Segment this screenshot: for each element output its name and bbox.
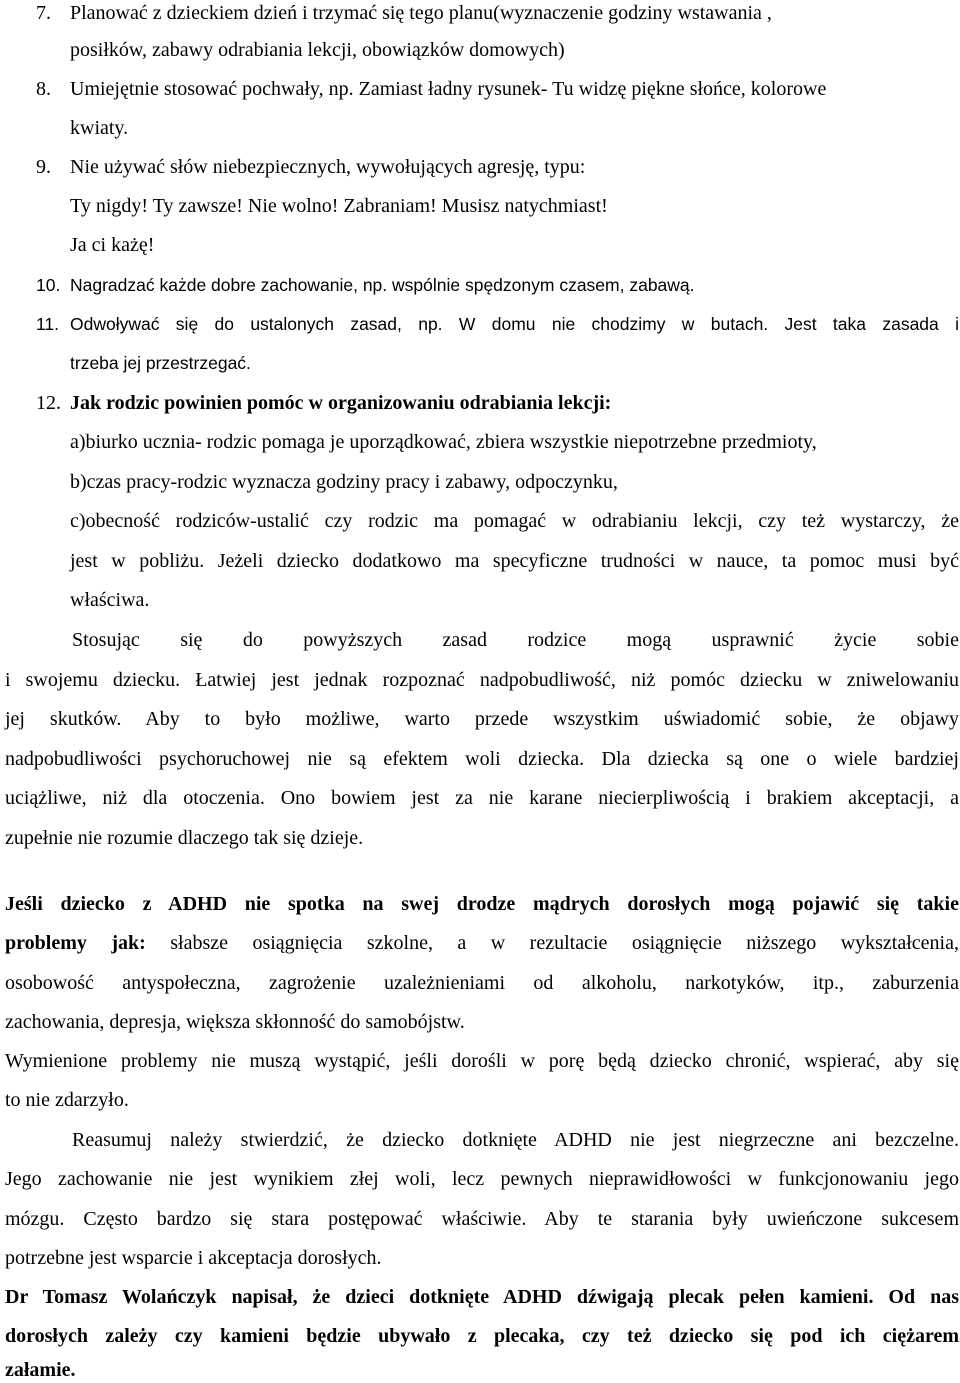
paragraph-line: Stosując się do powyższych zasad rodzice mogą usprawnić życie sobie (72, 629, 959, 651)
list-number: 9. (36, 156, 51, 178)
list-number: 10. (36, 275, 61, 295)
homework-point-c-end: właściwa. (70, 589, 150, 611)
paragraph-line: Jego zachowanie nie jest wynikiem złej woli, lecz pewnych nieprawidłowości w funkcjonowaniu jego (5, 1168, 959, 1190)
bold-heading-line: Jeśli dziecko z ADHD nie spotka na swej drodze mądrych dorosłych mogą pojawić się takie (5, 893, 959, 915)
paragraph-line: mózgu. Często bardzo się stara postępować właściwie. Aby te starania były uwieńczone sukcesem (5, 1208, 959, 1230)
list-item-text: Planować z dzieckiem dzień i trzymać się tego planu(wyznaczenie godziny wstawania , (70, 2, 772, 24)
paragraph-line: to nie zdarzyło. (5, 1089, 129, 1111)
bold-quote-line: załamie. (5, 1359, 76, 1381)
paragraph-line: Reasumuj należy stwierdzić, że dziecko dotknięte ADHD nie jest niegrzeczne ani bezczelne. (72, 1129, 959, 1151)
list-item-10 (36, 272, 695, 298)
homework-point-b: b)czas pracy-rodzic wyznacza godziny pracy i zabawy, odpoczynku, (70, 471, 618, 493)
list-item-8 (36, 76, 826, 102)
paragraph-line: i swojemu dziecku. Łatwiej jest jednak rozpoznać nadpobudliwość, niż pomóc dziecku w zniwelowaniu (5, 669, 959, 691)
list-item-heading: Jak rodzic powinien pomóc w organizowaniu odrabiania lekcji: (70, 392, 612, 414)
list-item-8-continuation: kwiaty. (70, 117, 129, 139)
list-item-text: Nie używać słów niebezpiecznych, wywołujących agresję, typu: (70, 156, 586, 178)
list-number: 8. (36, 78, 51, 100)
list-item-11-continuation: trzeba jej przestrzegać. (70, 353, 251, 373)
list-item-text: Odwoływać się do ustalonych zasad, np. W domu nie chodzimy w butach. Jest taka zasada i (70, 314, 959, 334)
bold-quote-line: dorosłych zależy czy kamieni będzie ubywało z plecaka, czy też dziecko się pod ich ciężarem (5, 1325, 959, 1347)
list-item-9 (36, 154, 585, 180)
list-item-12 (36, 390, 611, 416)
list-item-9-example-words: Ty nigdy! Ty zawsze! Nie wolno! Zabraniam! Musisz natychmiast! (70, 195, 608, 217)
list-item-text: Nagradzać każde dobre zachowanie, np. wspólnie spędzonym czasem, zabawą. (70, 275, 695, 295)
paragraph-line: zachowania, depresja, większa skłonność do samobójstw. (5, 1011, 465, 1033)
paragraph-line (5, 930, 959, 956)
paragraph-line: nadpobudliwości psychoruchowej nie są efektem woli dziecka. Dla dziecka są one o wiele bardziej (5, 748, 959, 770)
list-number: 7. (36, 2, 51, 24)
paragraph-text: słabsze osiągnięcia szkolne, a w rezultacie osiągnięcie niższego wykształcenia, (145, 932, 959, 954)
list-item-9-example-words-2: Ja ci każę! (70, 234, 155, 256)
paragraph-line: Wymienione problemy nie muszą wystąpić, jeśli dorośli w porę będą dziecko chronić, wspierać, aby się (5, 1050, 959, 1072)
list-number: 11. (36, 314, 60, 334)
homework-point-c-continuation: jest w pobliżu. Jeżeli dziecko dodatkowo ma specyficzne trudności w nauce, ta pomoc musi być (70, 550, 959, 572)
paragraph-line: zupełnie nie rozumie dlaczego tak się dzieje. (5, 827, 364, 849)
bold-quote-line: Dr Tomasz Wolańczyk napisał, że dzieci dotknięte ADHD dźwigają plecak pełen kamieni. Od nas (5, 1286, 959, 1308)
list-item-text: Umiejętnie stosować pochwały, np. Zamiast ładny rysunek- Tu widzę piękne słońce, kolorowe (70, 78, 827, 100)
bold-phrase: problemy jak: (5, 932, 146, 954)
list-item-7 (36, 0, 772, 26)
paragraph-line: uciążliwe, niż dla otoczenia. Ono bowiem jest za nie karane niecierpliwością i brakiem akceptacji, a (5, 787, 959, 809)
list-item-7-continuation: posiłków, zabawy odrabiania lekcji, obowiązków domowych) (70, 39, 565, 61)
list-number: 12. (36, 392, 61, 414)
paragraph-line: osobowość antyspołeczna, zagrożenie uzależnieniami od alkoholu, narkotyków, itp., zaburzenia (5, 972, 959, 994)
homework-point-c: c)obecność rodziców-ustalić czy rodzic ma pomagać w odrabianiu lekcji, czy też wystarczy, że (70, 510, 959, 532)
list-item-11 (36, 311, 959, 337)
homework-point-a: a)biurko ucznia- rodzic pomaga je uporządkować, zbiera wszystkie niepotrzebne przedmioty, (70, 431, 817, 453)
paragraph-line: potrzebne jest wsparcie i akceptacja dorosłych. (5, 1247, 382, 1269)
paragraph-line: jej skutków. Aby to było możliwe, warto przede wszystkim uświadomić sobie, że objawy (5, 708, 959, 730)
